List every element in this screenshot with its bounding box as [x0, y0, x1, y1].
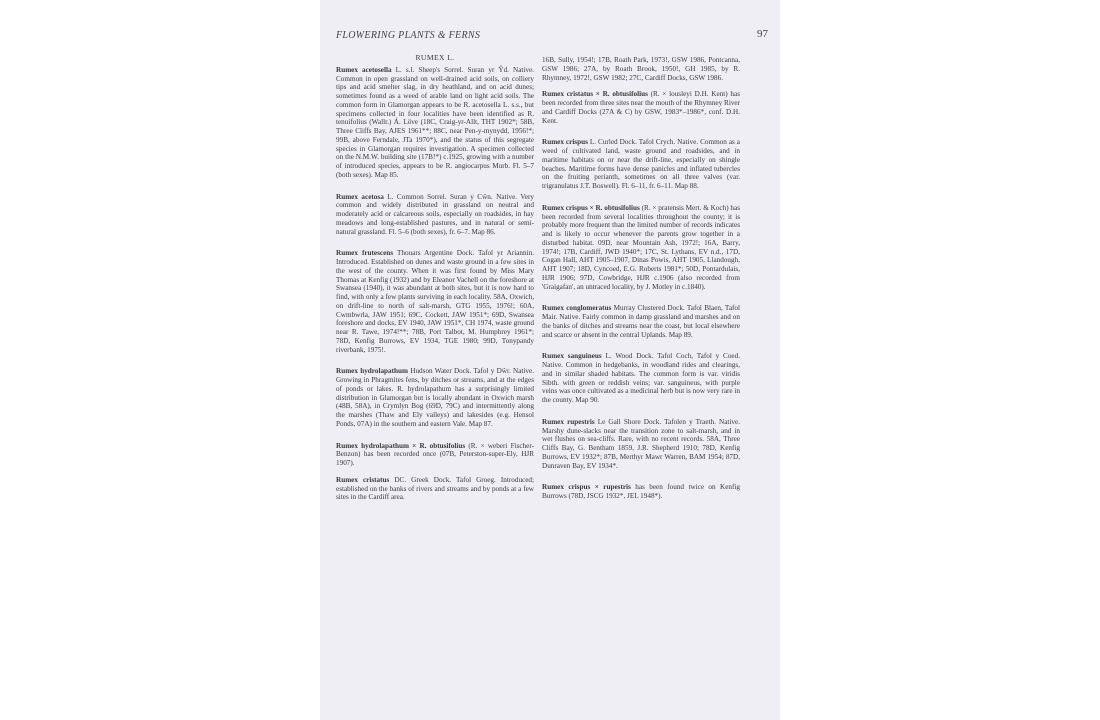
right-column — [542, 56, 740, 514]
species-entry — [336, 249, 534, 354]
running-head: FLOWERING PLANTS & FERNS — [336, 30, 481, 41]
species-name: Rumex crispus × rupestris — [542, 483, 631, 492]
species-entry — [336, 66, 534, 180]
species-text: (R. × weberi Fischer-Benzon) has been recorded once (07B, Peterston-super-Ely, HJR 1907). — [336, 441, 534, 467]
species-text: DC. Greek Dock. Tafol Groeg. Introduced; established on the banks of rivers and streams and by ponds at a few sites in the Cardiff area. — [336, 475, 535, 502]
species-entry — [542, 90, 740, 125]
species-entry — [542, 418, 740, 471]
species-entry — [542, 483, 740, 501]
species-text: L. Curled Dock. Tafol Crych. Native. Common as a weed of cultivated land, waste ground and roadsides, and in maritime habitats on or near the drift-line, especially on shingle beaches. Maritime forms have dense panicles and inflated tubercles on the fruiting perianth, sometimes on all three valves (var. trigranulatus J.T. Boswell). Fl. 6–11, fr. 6–11. Map 88. — [542, 138, 740, 190]
species-entry — [542, 352, 740, 405]
species-name: Rumex conglomeratus — [542, 304, 612, 313]
species-text: Murray Clustered Dock. Tafol Blaen, Tafol Mair. Native. Fairly common in damp grassland and marshes and on the banks of ditches and streams near the coast, but local elsewhere and scarce or absent in the central Uplands. Map 89. — [542, 304, 740, 339]
species-text: Hudson Water Dock. Tafol y Dŵr. Native. Growing in Phragmites fens, by ditches or streams, and at the edges of ponds or lakes. R. hydrolapathum has a surprisingly limited distribution in Glamorgan but is locally abundant in Oxwich marsh (48B, 58A), in Crymlyn Bog (69D, 79C) and intermittently along the marshes (Thaw and Ely valleys) and lakesides (e.g. Hensol Ponds, 07A) in the southern and eastern Vale. Map 87. — [336, 367, 534, 428]
species-name: Rumex frutescens — [336, 249, 394, 258]
species-text: L. s.l. Sheep's Sorrel. Suran yr Ŷd. Native. Common in open grassland on well-drained acid soils, on colliery tips and acid smelter slag, in dry heathland, and on acid dunes; sometimes found as a weed of arable land on light acid soils. The common form in Glamorgan appears to be R. acetosella L. s.s., but specimens collected in four localities have been identified as R. tenuifolius (Wallr.) Á. Löve (18C, Craig-yr-Allt, THT 1902*; 58B, Three Cliffs Bay, AJES 1961**; 88C, near Pen-y-mynydd, 1956!*; 99B, above Ferndale, JTa 1970*), and the status of this segregate species in Glamorgan requires investigation. A specimen collected on the N.M.W. building site (17B!*) c.1925, growing with a number of introduced species, appears to be R. angiocarpus Murb. Fl. 5–7 (both sexes). Map 85. — [336, 65, 535, 179]
species-name: Rumex hydrolapathum × R. obtusifolius — [336, 441, 466, 450]
species-text: L. Common Sorrel. Suran y Cŵn. Native. Very common and widely distributed in grassland on neutral and moderately acid or calcareous soils, especially on roadsides, in hay meadows and long-established pastures, and in natural or semi-natural grassland. Fl. 5–6 (both sexes), fr. 6–7. Map 86. — [336, 192, 534, 236]
species-text: L. Wood Dock. Tafol Coch, Tafol y Coed. Native. Common in hedgebanks, in woodland rides and clearings, and in similar shaded habitats. The common form is var. viridis Sibth. with green or reddish veins; var. sanguineus, with purple veins was once cultivated as a medicinal herb but is now very rare in the county. Map 90. — [542, 352, 740, 404]
species-entry — [336, 476, 534, 502]
left-column — [336, 54, 534, 515]
species-name: Rumex hydrolapathum — [336, 367, 409, 376]
species-text: (R. × pratensis Mert. & Koch) has been recorded from several localities throughout the county; it is probably more frequent than the limited number of records indicates and is likely to occur whenever the parents grow together in a disturbed habitat. 09D, near Mountain Ash, 1972!; 16A, Barry, 1974!; 17B, Cardiff, JWD 1940*; 17C, St. Lythans, EV n.d., 17D, Cogan Hall, AHT 1905–1907, Dinas Powis, AHT 1905, Llandough, AHT 1907; 18D, Cyncoed, E.G. Roberts 1981*; 50D, Pontardulais, HJR 1906; 97D, Cowbridge, HJR c.1906 (also recorded from 'Graigafan', an untraced locality, by J. Motley in c.1840). — [542, 203, 740, 291]
species-name: Rumex cristatus — [336, 475, 390, 484]
species-name: Rumex acetosa — [336, 192, 384, 201]
species-text: has been found twice on Kenfig Burrows (78D, JSCG 1932*, JEL 1948*). — [542, 483, 740, 500]
species-entry — [336, 442, 534, 468]
species-entry — [542, 204, 740, 292]
species-text: Thouars Argentine Dock. Tafol yr Ariannin. Introduced. Established on dunes and waste ground in a few sites in the west of the county. When it was first found by Miss Mary Thomas at Kenfig (1932) and by Eleanor Vachell on the foreshore at Swansea (1940), it was abundant at both sites, but it is now hard to find, with only a few plants surviving in each locality. 58A, Oxwich, on drift-line to north of salt-marsh, GTG 1955, 1976!; 60A, Cwmbwrla, JAW 1951; 69C, Cockett, JAW 1951*; 69D, Swansea foreshore and docks, EV 1940, JAW 1951*, CH 1974, waste ground near R. Tawe, 1974!**; 78B, Port Talbot, M. Humphrey 1961*; 78D, Kenfig Burrows, EV 1934, TGE 1980; 99D, Tonypandy riverbank, 1975!. — [336, 249, 534, 354]
continuation-paragraph: 16B, Sully, 1954!; 17B, Roath Park, 1973!, GSW 1986, Pontcanna, GSW 1986; 27A, by Roath Brook, 1950!, GH 1985, by R. Rhymney, 1972!, GSW 1982; 27C, Cardiff Docks, GSW 1986. — [542, 56, 740, 82]
continuation-text — [542, 56, 740, 82]
page-number: 97 — [757, 28, 768, 40]
book-page — [320, 0, 780, 720]
species-text: (R. × lousleyi D.H. Kent) has been recorded from three sites near the mouth of the Rhymney River and Cardiff Docks (27A & C) by GSW, 1983*–1986*, conf. D.H. Kent. — [542, 90, 740, 125]
species-name: Rumex crispus × R. obtusifolius — [542, 203, 640, 212]
section-title: RUMEX L. — [415, 53, 455, 62]
species-name: Rumex acetosella — [336, 65, 392, 74]
species-entry — [336, 193, 534, 237]
species-entry — [542, 138, 740, 191]
species-name: Rumex cristatus × R. obtusifolius — [542, 90, 648, 99]
species-text: Le Gall Shore Dock. Tafolen y Traeth. Native. Marshy dune-slacks near the transition zone to salt-marsh, and in wet flushes on sea-cliffs. Rare, with no recent records. 58A, Three Cliffs Bay, G. Bentham 1859, J.R. Shepherd 1910; 78D, Kenfig Burrows, EV 1932*; 87B, Merthyr Mawr Warren, BAM 1954; 87D, Dunraven Bay, EV 1934*. — [542, 417, 740, 470]
species-entry — [336, 367, 534, 428]
species-name: Rumex sanguineus — [542, 352, 602, 361]
species-name: Rumex crispus — [542, 138, 588, 147]
species-entry — [542, 304, 740, 339]
species-name: Rumex rupestris — [542, 417, 595, 426]
